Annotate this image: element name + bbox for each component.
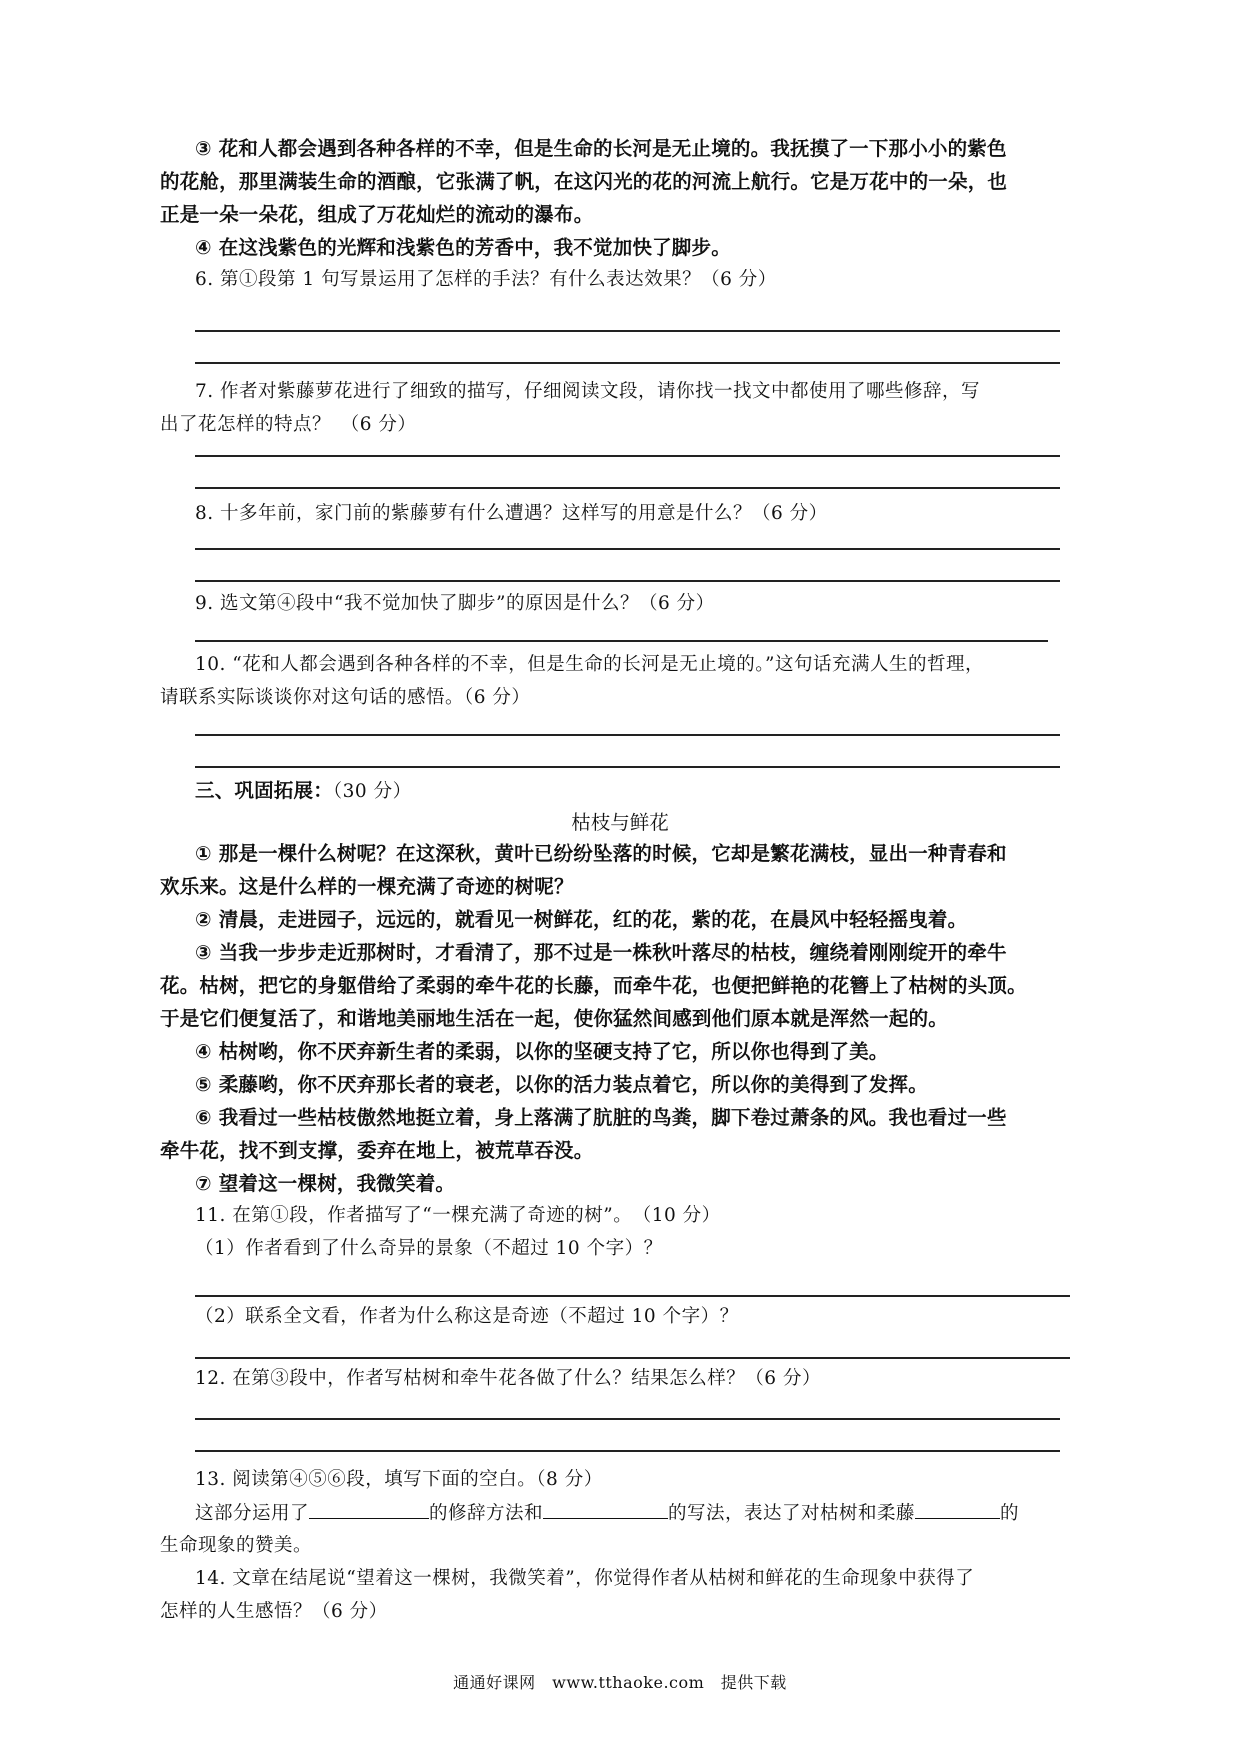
question-13-line-2: 生命现象的赞美。 bbox=[160, 1535, 313, 1556]
answer-line bbox=[195, 362, 1060, 364]
question-14-line-1: 14. 文章在结尾说“望着这一棵树，我微笑着”，你觉得作者从枯树和鲜花的生命现象中获得了 bbox=[195, 1568, 975, 1589]
question-12: 12. 在第③段中，作者写枯树和牵牛花各做了什么？结果怎么样？（6 分） bbox=[195, 1368, 821, 1389]
question-6: 6. 第①段第 1 句写景运用了怎样的手法？有什么表达效果？（6 分） bbox=[195, 269, 777, 290]
fill-blank-1[interactable] bbox=[309, 1496, 429, 1519]
answer-line bbox=[195, 640, 1048, 642]
question-13: 13. 阅读第④⑤⑥段，填写下面的空白。（8 分） bbox=[195, 1469, 603, 1490]
passage-paragraph-7: ⑦ 望着这一棵树，我微笑着。 bbox=[195, 1172, 456, 1195]
passage-paragraph-6-line-1: ⑥ 我看过一些枯枝傲然地挺立着，身上落满了肮脏的鸟粪，脚下卷过萧条的风。我也看过一些 bbox=[195, 1106, 1007, 1129]
answer-line bbox=[195, 766, 1060, 768]
answer-line bbox=[195, 1418, 1060, 1420]
passage-paragraph-3-line-3: 于是它们便复活了，和谐地美丽地生活在一起，使你猛然间感到他们原本就是浑然一起的。 bbox=[160, 1007, 949, 1030]
question-13-fill-line bbox=[195, 1496, 1100, 1530]
passage-paragraph-1-line-1: ① 那是一棵什么树呢？在这深秋，黄叶已纷纷坠落的时候，它却是繁花满枝，显出一种青春和 bbox=[195, 842, 1007, 865]
answer-line bbox=[195, 580, 1060, 582]
fill-blank-2[interactable] bbox=[543, 1496, 668, 1519]
fill-text-d: 的 bbox=[1000, 1503, 1020, 1524]
question-9: 9. 选文第④段中“我不觉加快了脚步”的原因是什么？（6 分） bbox=[195, 593, 715, 614]
answer-line bbox=[195, 1450, 1060, 1452]
fill-text-a: 这部分运用了 bbox=[195, 1503, 310, 1524]
question-11: 11. 在第①段，作者描写了“一棵充满了奇迹的树”。 （10 分） bbox=[195, 1205, 721, 1226]
answer-line bbox=[195, 330, 1060, 332]
section-heading-score: （30 分） bbox=[332, 781, 412, 802]
question-11-part-1: （1）作者看到了什么奇异的景象（不超过 10 个字）？ bbox=[195, 1238, 663, 1259]
fill-text-c: 的写法，表达了对枯树和柔藤 bbox=[668, 1503, 916, 1524]
question-10-line-2: 请联系实际谈谈你对这句话的感悟。（6 分） bbox=[160, 687, 531, 708]
section-heading bbox=[195, 774, 1100, 808]
page-footer: 通通好课网 www.tthaoke.com 提供下载 bbox=[453, 1673, 787, 1692]
section-heading-text: 三、巩固拓展： bbox=[195, 779, 333, 802]
answer-line bbox=[195, 734, 1060, 736]
question-7-line-2: 出了花怎样的特点？ （6 分） bbox=[160, 414, 417, 435]
fill-blank-3[interactable] bbox=[915, 1496, 1000, 1519]
fill-text-b: 的修辞方法和 bbox=[429, 1503, 544, 1524]
passage-paragraph-3-line-2: 花。枯树，把它的身躯借给了柔弱的牵牛花的长藤，而牵牛花，也便把鲜艳的花簪上了枯树的头顶。 bbox=[160, 974, 1027, 997]
passage-paragraph-3-line-1: ③ 当我一步步走近那树时，才看清了，那不过是一株秋叶落尽的枯枝，缠绕着刚刚绽开的牵牛 bbox=[195, 941, 1007, 964]
answer-line bbox=[195, 455, 1060, 457]
answer-line bbox=[195, 487, 1060, 489]
question-14-line-2: 怎样的人生感悟？（6 分） bbox=[160, 1601, 388, 1622]
passage-paragraph-3-line-2: 的花舱，那里满装生命的酒酿，它张满了帆，在这闪光的花的河流上航行。它是万花中的一朵，也 bbox=[160, 170, 1008, 193]
passage-paragraph-2: ② 清晨，走进园子，远远的，就看见一树鲜花，红的花，紫的花，在晨风中轻轻摇曳着。 bbox=[195, 908, 968, 931]
passage-title: 枯枝与鲜花 bbox=[571, 811, 669, 834]
passage-paragraph-1-line-2: 欢乐来。这是什么样的一棵充满了奇迹的树呢？ bbox=[160, 875, 574, 898]
question-10-line-1: 10. “花和人都会遇到各种各样的不幸，但是生命的长河是无止境的。”这句话充满人生的哲理， bbox=[195, 654, 984, 675]
answer-line bbox=[195, 1295, 1070, 1297]
question-7-line-1: 7. 作者对紫藤萝花进行了细致的描写，仔细阅读文段，请你找一找文中都使用了哪些修辞，写 bbox=[195, 381, 981, 402]
passage-paragraph-4: ④ 在这浅紫色的光辉和浅紫色的芳香中，我不觉加快了脚步。 bbox=[195, 236, 731, 259]
answer-line bbox=[195, 1357, 1070, 1359]
passage-paragraph-6-line-2: 牵牛花，找不到支撑，委弃在地上，被荒草吞没。 bbox=[160, 1139, 594, 1162]
passage-paragraph-4: ④ 枯树哟，你不厌弃新生者的柔弱，以你的坚硬支持了它，所以你也得到了美。 bbox=[195, 1040, 889, 1063]
question-11-part-2: （2）联系全文看，作者为什么称这是奇迹（不超过 10 个字）？ bbox=[195, 1306, 739, 1327]
passage-paragraph-3-line-1: ③ 花和人都会遇到各种各样的不幸，但是生命的长河是无止境的。我抚摸了一下那小小的紫色 bbox=[195, 137, 1007, 160]
question-8: 8. 十多年前，家门前的紫藤萝有什么遭遇？这样写的用意是什么？（6 分） bbox=[195, 503, 828, 524]
answer-line bbox=[195, 548, 1060, 550]
passage-paragraph-5: ⑤ 柔藤哟，你不厌弃那长者的衰老，以你的活力装点着它，所以你的美得到了发挥。 bbox=[195, 1073, 928, 1096]
passage-paragraph-3-line-3: 正是一朵一朵花，组成了万花灿烂的流动的瀑布。 bbox=[160, 203, 594, 226]
